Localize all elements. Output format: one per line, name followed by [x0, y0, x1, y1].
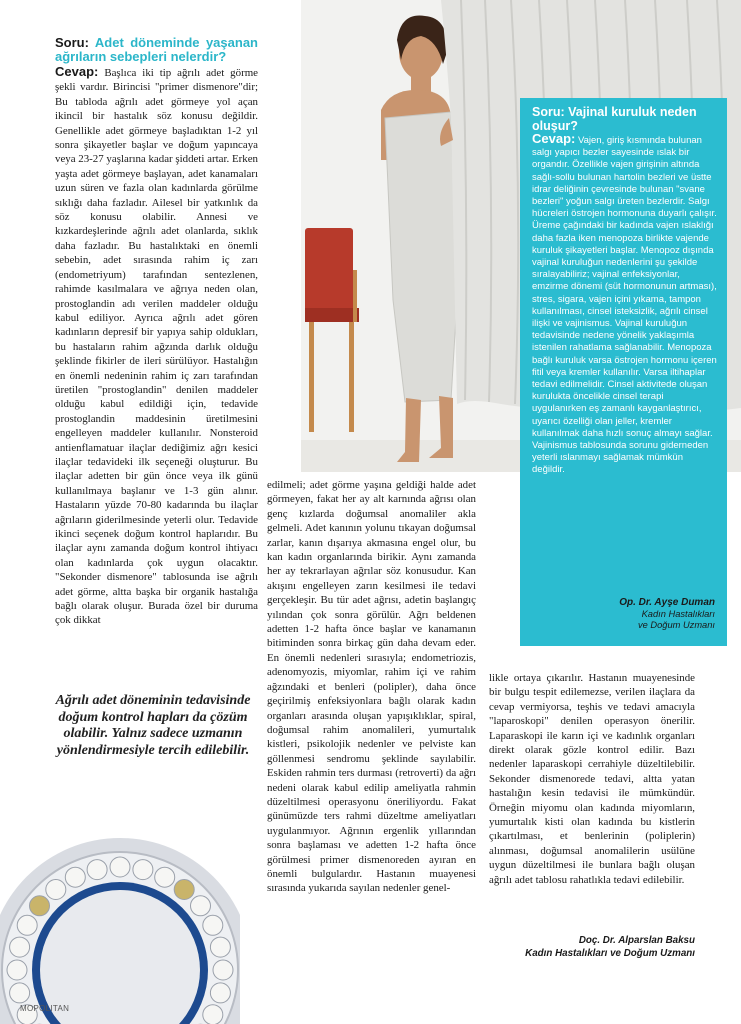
sidebar-cevap-label: Cevap: — [532, 131, 576, 146]
right-article-column — [489, 671, 695, 887]
pill — [203, 915, 223, 935]
pill — [174, 880, 194, 900]
pull-quote: Ağrılı adet döneminin tedavisinde doğum kontrol hapları da çözüm olabilir. Yalnız sadece uzmanın yönlendirmesiyle tercih edilebilir. — [55, 693, 251, 758]
sidebar-author-title-1: Kadın Hastalıkları — [641, 608, 715, 619]
pill — [210, 983, 230, 1003]
pill — [10, 937, 30, 957]
pill — [17, 915, 37, 935]
pill-dispenser-illustration — [0, 810, 240, 1024]
left-question-text: Adet döneminde yaşanan ağrıların sebepleri nelerdir? — [55, 35, 258, 64]
pill — [46, 880, 66, 900]
sidebar-question-heading — [532, 105, 718, 133]
pill — [210, 937, 230, 957]
left-question-heading — [55, 36, 258, 63]
middle-text: edilmeli; adet görme yaşına geldiği halde adet görmeyen, fakat her ay alt karnında ağrısı olan genç kızlarda doğumsal anomaliler akla gelmeli. Adet kanının yolunu tıkayan doğumsal zarlar, kanın dışarıya akmasına engel olur, bu kan kadın organlarında birikir. Aynı zamanda her ay tekrarlayan ağrılar söz konusudur. Kan akışını engelleyen zarın kesilmesi ile tedavi gerçekleşir. Bu tür adet ağrısı, adetin başlangıç yılından çok sonra görülür. Ağrı beldenen adetten 1-2 hafta önce başlar ve kanamanın bitiminden sonra birkaç gün daha devam eder. En önemli nedenleri sırasıyla; endometriozis, adenomyozis, miyomlar, rahim içi ve rahim ağzındaki et benleri (polipler), daha önce geçirilmiş enfeksiyonlara bağlı olarak kadın organları arasında oluşan yapışıklıklar, spiral, doğumsal rahim anomalileri, yumurtalık kistleri, psikolojik nedenler ve pelviste kan göllenmesi sendromu şeklinde sayılabilir. Eskiden rahmin ters durması (retroverti) da ağrı nedeni olarak kabul edilip ameliyatla rahmin düzeltilmesi operasyonu öneriliyordu. Fakat günümüzde ters rahmi düzeltme ameliyatları uygulanmıyor. Ağrının ergenlik yıllarından sonra başlaması ve adetten 1-2 hafta önce görülmesi primer dismenoreden ayıran en önemli bulgulardır. Hastanın muayenesi sırasında yukarıda sayılan nedenler genel- — [267, 479, 476, 895]
pill — [191, 896, 211, 916]
pill-dispenser-image — [0, 810, 240, 1024]
pill — [10, 983, 30, 1003]
soru-label: Soru: — [55, 35, 89, 50]
pill — [87, 860, 107, 880]
sidebar-author — [619, 597, 715, 632]
sidebar-soru-label: Soru: — [532, 105, 565, 119]
left-answer-paragraph — [55, 65, 258, 628]
sidebar-author-title-2: ve Doğum Uzmanı — [638, 620, 715, 631]
sidebar-question-text: Vajinal kuruluk neden oluşur? — [532, 105, 697, 133]
pill — [203, 1005, 223, 1024]
right-author-title: Kadın Hastalıkları ve Doğum Uzmanı — [525, 948, 695, 959]
middle-article-column — [267, 478, 476, 896]
sidebar-author-name: Op. Dr. Ayşe Duman — [619, 597, 715, 609]
pill — [65, 867, 85, 887]
pill — [30, 896, 50, 916]
pill — [213, 960, 233, 980]
magazine-footer: MOPOLITAN — [20, 1004, 70, 1013]
pill — [155, 867, 175, 887]
left-answer-text: Başlıca iki tip ağrılı adet görme şekli vardır. Birincisi "primer dismenore"dir; Bu tabloda ağrılı adet görmeye yol açan ikincil bir hastalık söz konusu değildir. Genellikle adet görmeye başladıktan 1-2 yıl sonra şikayetler başlar ve doğum yapıncaya veya 23-27 yaşlarına kadar şiddeti artar. Erken yaşta adet görmeye başlayan, adet kanamaları uzun süren ve fazla olan kadınlarda görülme sıklığı daha fazladır. Ailesel bir yatkınlık da söz konusu olabilir. Annesi ve kızkardeşlerinde ağrılı adet olanlarda, sıklık daha fazladır. Bu hastalıktaki en önemli sebebin, adet sırasında rahim iç zarı (endometriyum) tarafından sentezlenen, rahimde kasılmalara ve ağrıya neden olan, prostoglandin adı verilen maddeler olduğu kabul ediliyor. Ayrıca ağrılı adet gören kadınların depresif bir yapıya sahip oldukları, bu hastaların rahim ağzında darlık olduğu şeklinde fikirler de ileri sürülüyor. Hastalığın en önemli nedeninin rahim iç zarı tarafından üretilen "prostoglandin" denilen maddeler olduğu kabul edildiği için, tedavide prostoglandin maddesinin üretilmesini engelleyen maddeler kullanılır. Nonsteroid antienflamatuar ilaçlar dediğimiz ağrı kesici ilaçlar tedavideki ilk seçeneği oluşturur. Bu ilaçlar adetten bir gün önce veya ilk günü kullanılmaya başlanır ve 1-3 gün alınır. Hastaların yüzde 70-80 kadarında bu ilaçlar ağrıların giderilmesinde yeterli olur. Tedavide ikinci seçenek doğum kontrol haplarıdır. Bu ilaçlar aynı zamanda doğum kontrol ihtiyacı olan kadınlarda çok uygun olacaktır. "Sekonder dismenore" tablosunda ise ağrılı adet görme, altta başka bir organik hastalığa bağlı olarak oluşur. Burada özel bir duruma çok dikkat — [55, 67, 258, 627]
sidebar-answer-text: Vajen, giriş kısmında bulunan salgı yapıcı bezler sayesinde ıslak bir organdır. Özellikle vajen girişinin altında sağlı-sollu bulunan hartolin bezleri ve üstte idrar deliğinin çevresinde bulunan "svane bezleri" yoğun salgı üreten bezlerdir. Salgı hücreleri östrojen hormonuna duyarlı çalışır. Üreme çağındaki bir kadında vajen ıslaklığı daha fazla iken menopoza birlikte vajende kuruluk şikayetleri başlar. Menopoz dışında vajinal kuruluğun nedenlerini şu şekilde sıralayabiliriz; vajinal enfeksiyonlar, emzirme dönemi (süt hormonunun artması), stres, sigara, vajen içini yıkama, tampon kullanılması, cinsel isteksizlik, ağrılı cinsel ilişki ve vajinismus. Vajinal kuruluğun tedavisinde nedene yönelik yaklaşımla istenilen rahatlama sağlanabilir. Menopoza bağlı kuruluk varsa östrojen hormonu içeren fitil veya kremler kullanılır. Varsa iltihaplar tedavi edilmelidir. Cinsel aktivitede oluşan kuruluktа öncelikle cinsel terapi uygulanırken eş zamanlı kayganlaştırıcı, uyarıcı özelliği olan jeller, kremler kullanılmak daha hızlı sonuç almayı sağlar. Vajinismus tablosunda sorunu giderneden yeterli ıslanmayı sağlamak mümkün değildir. — [532, 135, 717, 476]
pill — [110, 857, 130, 877]
left-article-column — [55, 36, 258, 628]
right-text: likle ortaya çıkarılır. Hastanın muayenesinde bir bulgu tespit edilemezse, verilen ilaçlara da cevap vermiyorsa, teşhis ve tedavi amacıyla "laparoskopi" denilen operasyon önerilir. Laparaskopi ile karın içi ve kadınlık organları direkt olarak gözle kontrol edilir. Bazı nedenler laparaskopi cerrahiyle düzeltilebilir. Sekonder dismenorede tedavi, altta yatan hastalığın kesin tedavisi ile mümkündür. Örneğin miyomu olan kadında miyomların, yumurtalık kisti olan kadında bu kistlerin çıkartılması, et benlerinin (poliplerin) alınması, doğumsal anomalilerin usülüne uygun düzeltilmesi ile bunlara bağlı oluşan ağrılı adet tablosu rahatlıkla tedavi edilebilir. — [489, 672, 695, 886]
right-author — [489, 934, 695, 960]
sidebar-answer-paragraph — [532, 133, 718, 477]
pill — [133, 860, 153, 880]
cevap-label: Cevap: — [55, 64, 99, 79]
right-author-name: Doç. Dr. Alparslan Baksu — [578, 935, 695, 946]
pill — [7, 960, 27, 980]
sidebar-qa-box — [520, 98, 727, 646]
